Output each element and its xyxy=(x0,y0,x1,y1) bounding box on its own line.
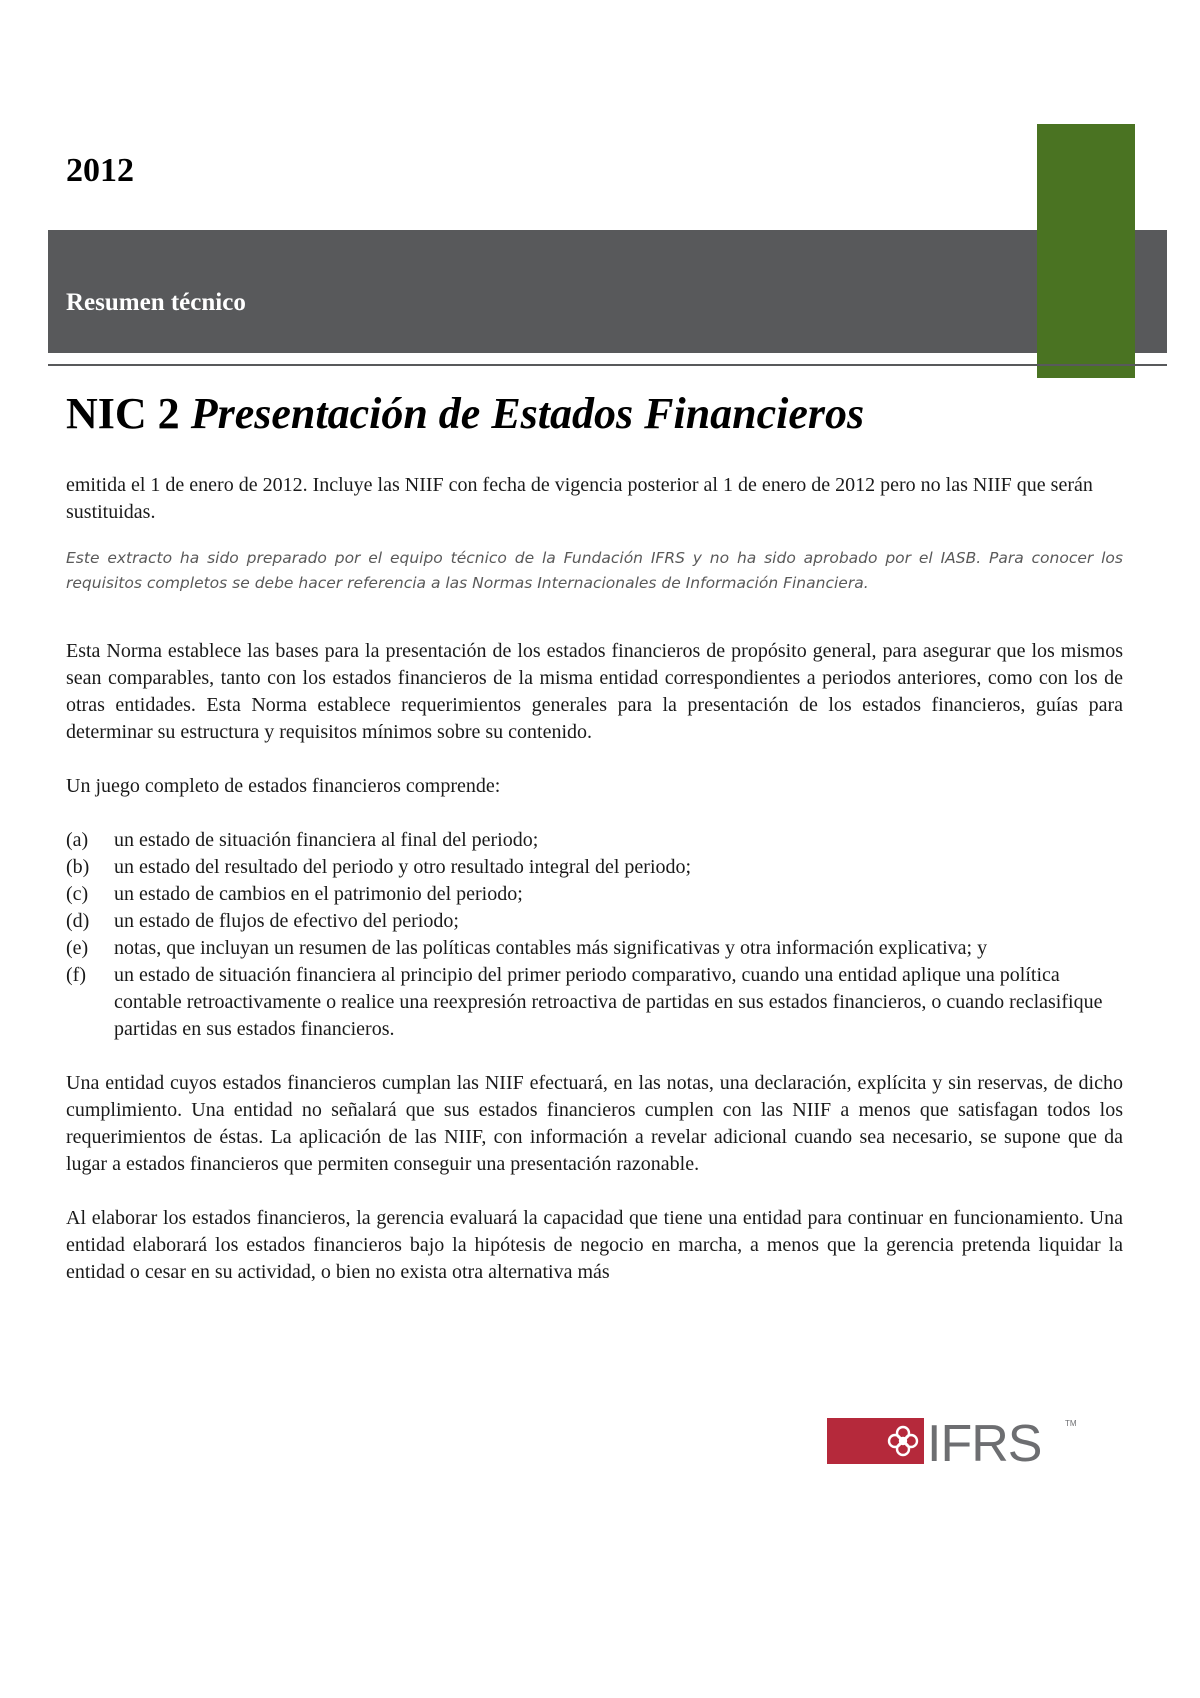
list-label: (a) xyxy=(66,829,89,851)
document-body xyxy=(66,638,1123,1286)
list-item xyxy=(66,827,1123,854)
document-title xyxy=(66,388,1166,439)
list-text: un estado de cambios en el patrimonio del periodo; xyxy=(114,883,523,905)
list-label: (c) xyxy=(66,883,89,905)
list-item xyxy=(66,908,1123,935)
list-item xyxy=(66,854,1123,881)
list-label: (f) xyxy=(66,964,86,986)
ifrs-logo xyxy=(827,1412,1085,1470)
list-item xyxy=(66,881,1123,908)
list-item xyxy=(66,935,1123,962)
paragraph-going-concern: Al elaborar los estados financieros, la gerencia evaluará la capacidad que tiene una entidad para continuar en funcionamiento. Una entidad elaborará los estados financieros bajo la hipótesis de negocio en marcha, a menos que la gerencia pretenda liquidar la entidad o cesar en su actividad, o bien no exista otra alternativa más xyxy=(66,1207,1123,1283)
list-text: un estado de situación financiera al final del periodo; xyxy=(114,829,539,851)
standard-name: Presentación de Estados Financieros xyxy=(190,389,865,438)
list-label: (d) xyxy=(66,910,90,932)
divider xyxy=(48,364,1167,366)
statements-list xyxy=(66,827,1123,1043)
disclaimer: Este extracto ha sido preparado por el equipo técnico de la Fundación IFRS y no ha sido aprobado por el IASB. Para conocer los requisitos completos se debe hacer referencia a las Normas Internacionales de Información Financiera. xyxy=(66,549,1123,592)
list-item xyxy=(66,962,1123,1043)
paragraph-compliance: Una entidad cuyos estados financieros cumplan las NIIF efectuará, en las notas, una declaración, explícita y sin reservas, de dicho cumplimiento. Una entidad no señalará que sus estados financieros cumplen con las NIIF a menos que satisfagan todos los requerimientos de éstas. La aplicación de las NIIF, con información a revelar adicional cuando sea necesario, se supone que da lugar a estados financieros que permiten conseguir una presentación razonable. xyxy=(66,1072,1123,1175)
list-text: un estado del resultado del periodo y otro resultado integral del periodo; xyxy=(114,856,692,878)
list-label: (e) xyxy=(66,937,89,959)
list-label: (b) xyxy=(66,856,90,878)
logo-wordmark: IFRS xyxy=(927,1415,1042,1470)
list-text: notas, que incluyan un resumen de las políticas contables más significativas y otra información explicativa; y xyxy=(114,937,988,959)
paragraph-complete-set: Un juego completo de estados financieros comprende: xyxy=(66,775,501,797)
list-text: un estado de flujos de efectivo del periodo; xyxy=(114,910,459,932)
paragraph-scope: Esta Norma establece las bases para la presentación de los estados financieros de propósito general, para asegurar que los mismos sean comparables, tanto con los estados financieros de la misma entidad correspondientes a periodos anteriores, como con los de otras entidades. Esta Norma establece requerimientos generales para la presentación de los estados financieros, guías para determinar su estructura y requisitos mínimos sobre su contenido. xyxy=(66,640,1123,743)
issue-note: emitida el 1 de enero de 2012. Incluye las NIIF con fecha de vigencia posterior al 1 de enero de 2012 pero no las NIIF que serán sustituidas. xyxy=(66,474,1093,523)
green-accent-bar xyxy=(1037,124,1135,378)
list-text: un estado de situación financiera al principio del primer periodo comparativo, cuando una entidad aplique una política contable retroactivamente o realice una reexpresión retroactiva de partidas en sus estados financieros, o cuando reclasifique partidas en sus estados financieros. xyxy=(114,964,1103,1040)
year-label: 2012 xyxy=(66,152,134,189)
logo-trademark: TM xyxy=(1065,1419,1077,1428)
band-title: Resumen técnico xyxy=(66,289,246,316)
standard-code: NIC 2 xyxy=(66,389,180,438)
